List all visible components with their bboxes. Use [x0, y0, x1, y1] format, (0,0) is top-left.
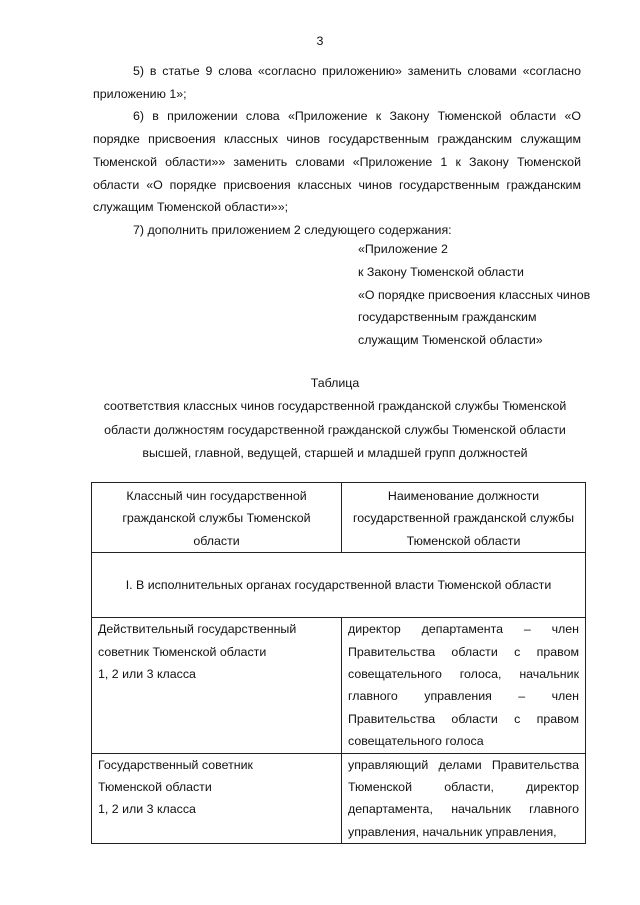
appendix-line: государственным гражданским	[358, 310, 537, 325]
header-rank: Классный чин государственной гражданской службы Тюменской области	[92, 483, 342, 553]
rank-cell	[92, 618, 342, 753]
appendix-heading	[358, 238, 590, 352]
header-position: Наименование должности государственной гражданской службы Тюменской области	[342, 483, 586, 553]
table-header-row	[92, 483, 586, 553]
table-title-word: Таблица	[310, 376, 360, 390]
table-row	[92, 618, 586, 753]
position-cell: директор департамента – член Правительства области с правом совещательного голоса, начальник главного управления – член Правительства области с правом совещательного голоса	[342, 618, 586, 753]
appendix-line: «Приложение 2	[358, 242, 448, 256]
rank-cell	[92, 753, 342, 844]
rank-class: 1, 2 или 3 класса	[98, 802, 196, 817]
paragraph-7: 7) дополнить приложением 2 следующего содержания:	[133, 222, 452, 237]
table-row	[92, 753, 586, 844]
paragraph-5: 5) в статье 9 слова «согласно приложению» заменить словами «согласно приложению 1»;	[93, 64, 581, 101]
rank-line: Действительный государственный	[98, 622, 297, 637]
rank-line: советник Тюменской области	[98, 644, 267, 659]
section-title: I. В исполнительных органах государственной власти Тюменской области	[92, 553, 586, 618]
page-number: 3	[316, 34, 324, 48]
table-title-line: области должностям государственной гражданской службы Тюменской области	[104, 422, 566, 437]
table-title	[70, 372, 600, 465]
rank-class: 1, 2 или 3 класса	[98, 667, 196, 682]
rank-line: Государственный советник	[98, 757, 253, 772]
appendix-line: служащим Тюменской области»	[358, 333, 543, 348]
amendment-text	[93, 60, 581, 242]
table-section-row	[92, 553, 586, 618]
appendix-line: к Закону Тюменской области	[358, 264, 524, 279]
table-title-line: соответствия классных чинов государственной гражданской службы Тюменской	[103, 399, 567, 414]
table-title-line: высшей, главной, ведущей, старшей и младшей групп должностей	[142, 445, 528, 460]
paragraph-6: 6) в приложении слова «Приложение к Закону Тюменской области «О порядке присвоения классных чинов государственным гражданским служащим Тюменской области»» заменить словами «Приложение 1 к Закону Тюменской области «О порядке присвоения классных чинов государственным гражданским служащим Тюменской области»»;	[93, 109, 581, 215]
rank-line: Тюменской области	[98, 780, 212, 795]
position-cell: управляющий делами Правительства Тюменской области, директор департамента, начальник главного управления, начальник управления,	[342, 753, 586, 844]
appendix-line: «О порядке присвоения классных чинов	[358, 287, 591, 302]
rank-position-table	[91, 482, 586, 844]
